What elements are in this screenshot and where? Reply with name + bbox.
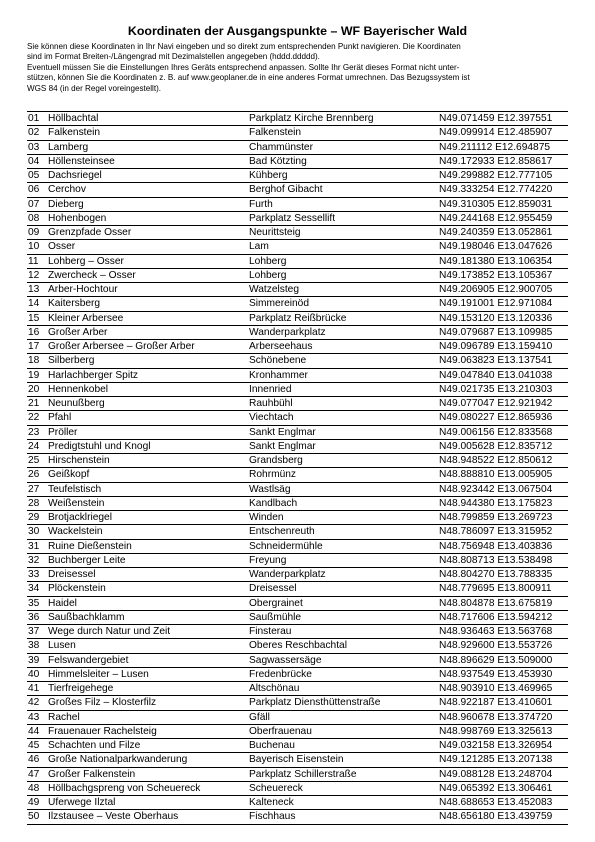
- table-row: [27, 425, 568, 439]
- route-name: Dreisessel: [48, 569, 96, 580]
- row-number: 10: [28, 241, 40, 253]
- coordinates: N49.191001 E12.971084: [439, 298, 553, 310]
- coordinates: N48.808713 E13.538498: [439, 554, 553, 566]
- route-name: Frauenauer Rachelsteig: [48, 725, 157, 737]
- route-name: Lamberg: [48, 141, 89, 153]
- start-point: Bad Kötzting: [249, 155, 307, 167]
- row-number: 24: [28, 440, 40, 452]
- row-number: 41: [28, 683, 40, 694]
- table-row: [27, 681, 568, 695]
- intro-line: stützen, können Sie die Koordinaten z. B. auf www.geoplaner.de in eine anderes Format umrechnen. Das Bezugssystem ist: [27, 73, 470, 83]
- coordinates: N48.786097 E13.315952: [439, 526, 553, 538]
- table-row: [27, 809, 568, 823]
- coordinates: N49.080227 E12.865936: [439, 412, 553, 424]
- table-row: [27, 567, 568, 581]
- row-number: 34: [28, 583, 40, 595]
- start-point: Winden: [249, 512, 284, 523]
- route-name: Höllbachtal: [48, 113, 99, 124]
- coordinates: N49.032158 E13.326954: [439, 740, 553, 751]
- start-point: Arberseehaus: [249, 341, 313, 352]
- start-point: Freyung: [249, 554, 287, 566]
- table-row: [27, 382, 568, 396]
- coordinates: N49.063823 E13.137541: [439, 355, 553, 367]
- row-number: 49: [28, 797, 40, 808]
- route-name: Kleiner Arbersee: [48, 312, 124, 324]
- start-point: Sankt Englmar: [249, 426, 316, 438]
- table-row: [27, 553, 568, 567]
- row-number: 11: [28, 255, 39, 267]
- start-point: Lohberg: [249, 255, 287, 267]
- start-point: Oberes Reschbachtal: [249, 640, 347, 652]
- route-name: Große Nationalparkwanderung: [48, 754, 188, 766]
- row-number: 05: [28, 170, 40, 181]
- table-row: [27, 311, 568, 325]
- coordinates: N49.206905 E12.900705: [439, 284, 553, 295]
- route-name: Saußbachklamm: [48, 611, 125, 623]
- coordinates: N49.099914 E12.485907: [439, 127, 553, 139]
- table-row: [27, 467, 568, 481]
- table-row: [27, 767, 568, 781]
- intro-line: WGS 84 (in der Regel voreingestellt).: [27, 83, 162, 93]
- start-point: Sagwassersäge: [249, 654, 322, 666]
- table-row: [27, 581, 568, 595]
- row-number: 21: [28, 398, 40, 409]
- start-point: Finsterau: [249, 626, 292, 637]
- route-name: Hennenkobel: [48, 383, 109, 395]
- route-name: Hohenbogen: [48, 212, 107, 224]
- start-point: Furth: [249, 198, 273, 210]
- row-number: 27: [28, 483, 40, 495]
- route-name: Höllensteinsee: [48, 155, 115, 167]
- route-name: Pfahl: [48, 412, 72, 424]
- table-row: [27, 368, 568, 382]
- route-name: Lusen: [48, 640, 76, 652]
- row-number: 38: [28, 640, 40, 652]
- coordinates: N48.923442 E13.067504: [439, 483, 553, 495]
- route-name: Tierfreigehege: [48, 683, 114, 694]
- start-point: Rauhbühl: [249, 398, 293, 409]
- row-number: 42: [28, 697, 40, 709]
- coordinates: N49.047840 E13.041038: [439, 369, 553, 381]
- row-number: 15: [28, 312, 40, 324]
- row-number: 06: [28, 184, 40, 196]
- coordinates: N49.240359 E13.052861: [439, 227, 553, 238]
- coordinates: N49.077047 E12.921942: [439, 398, 553, 409]
- coordinates: N48.888810 E13.005905: [439, 469, 553, 481]
- coordinates: N48.896629 E13.509000: [439, 654, 553, 666]
- row-number: 40: [28, 668, 40, 680]
- route-name: Großer Arbersee – Großer Arber: [48, 341, 195, 352]
- route-name: Wackelstein: [48, 526, 103, 538]
- coordinates-table: [27, 111, 568, 825]
- route-name: Lohberg – Osser: [48, 255, 124, 267]
- coordinates: N48.929600 E13.553726: [439, 640, 553, 652]
- start-point: Bayerisch Eisenstein: [249, 754, 344, 766]
- start-point: Watzelsteg: [249, 284, 300, 295]
- coordinates: N48.944380 E13.175823: [439, 497, 553, 509]
- start-point: Scheuereck: [249, 782, 303, 794]
- coordinates: N48.936463 E13.563768: [439, 626, 553, 637]
- route-name: Höllbachgspreng von Scheuereck: [48, 782, 201, 794]
- route-name: Brotjacklriegel: [48, 512, 112, 523]
- table-row: [27, 154, 568, 168]
- route-name: Ilzstausee – Veste Oberhaus: [48, 811, 179, 823]
- table-row: [27, 752, 568, 766]
- table-row: [27, 781, 568, 795]
- row-number: 33: [28, 569, 40, 580]
- row-number: 29: [28, 512, 40, 523]
- table-row: [27, 439, 568, 453]
- row-number: 39: [28, 654, 40, 666]
- coordinates: N49.244168 E12.955459: [439, 212, 553, 224]
- start-point: Dreisessel: [249, 583, 297, 595]
- row-number: 36: [28, 611, 40, 623]
- route-name: Dieberg: [48, 198, 84, 210]
- coordinates: N48.799859 E13.269723: [439, 512, 553, 523]
- row-number: 47: [28, 768, 40, 780]
- coordinates: N49.005628 E12.835712: [439, 440, 553, 452]
- route-name: Dachsriegel: [48, 170, 102, 181]
- table-row: [27, 111, 568, 125]
- table-row: [27, 197, 568, 211]
- coordinates: N49.079687 E13.109985: [439, 326, 553, 338]
- row-number: 18: [28, 355, 40, 367]
- start-point: Oberfrauenau: [249, 725, 312, 737]
- intro-line: Eventuell müssen Sie die Einstellungen Ihres Geräts entsprechend anpassen. Sollte Ihr Gerät dieses Format nicht unter-: [27, 62, 460, 72]
- table-row: [27, 410, 568, 424]
- table-row: [27, 795, 568, 809]
- row-number: 31: [28, 540, 40, 552]
- coordinates: N49.181380 E13.106354: [439, 255, 553, 267]
- route-name: Großes Filz – Klosterfilz: [48, 697, 157, 709]
- row-number: 07: [28, 198, 40, 210]
- row-number: 25: [28, 455, 40, 466]
- row-number: 48: [28, 782, 40, 794]
- start-point: Falkenstein: [249, 127, 302, 139]
- table-row: [27, 296, 568, 310]
- row-number: 01: [28, 113, 40, 124]
- route-name: Neunußberg: [48, 398, 105, 409]
- start-point: Fredenbrücke: [249, 668, 312, 680]
- route-name: Schachten und Filze: [48, 740, 141, 751]
- route-name: Weißenstein: [48, 497, 105, 509]
- table-row: [27, 510, 568, 524]
- start-point: Viechtach: [249, 412, 294, 424]
- route-name: Teufelstisch: [48, 483, 102, 495]
- route-name: Himmelsleiter – Lusen: [48, 668, 149, 680]
- row-number: 19: [28, 369, 40, 381]
- table-row: [27, 524, 568, 538]
- row-number: 04: [28, 155, 40, 167]
- start-point: Saußmühle: [249, 611, 302, 623]
- route-name: Kaitersberg: [48, 298, 101, 310]
- start-point: Rohrmünz: [249, 469, 296, 481]
- start-point: Kronhammer: [249, 369, 308, 381]
- page-title: Koordinaten der Ausgangspunkte – WF Bayerischer Wald: [127, 24, 468, 38]
- row-number: 03: [28, 141, 40, 153]
- row-number: 16: [28, 326, 40, 338]
- table-row: [27, 610, 568, 624]
- start-point: Simmereinöd: [249, 298, 310, 310]
- coordinates: N48.937549 E13.453930: [439, 668, 553, 680]
- coordinates: N48.948522 E12.850612: [439, 455, 553, 466]
- row-number: 28: [28, 497, 40, 509]
- table-row: [27, 268, 568, 282]
- start-point: Kühberg: [249, 170, 288, 181]
- intro-line: Sie können diese Koordinaten in Ihr Navi eingeben und so direkt zum entsprechenden Punkt navigieren. Die Koordinaten: [27, 42, 461, 51]
- table-row: [27, 596, 568, 610]
- route-name: Geißkopf: [48, 469, 90, 481]
- coordinates: N49.088128 E13.248704: [439, 768, 553, 780]
- start-point: Parkplatz Diensthüttenstraße: [249, 697, 381, 709]
- route-name: Rachel: [48, 711, 80, 723]
- route-name: Cerchov: [48, 184, 86, 196]
- row-number: 20: [28, 383, 40, 395]
- start-point: Parkplatz Schillerstraße: [249, 768, 357, 780]
- intro-line: sind im Format Breiten-/Längengrad mit Dezimalstellen angegeben (hddd.ddddd).: [27, 52, 320, 62]
- coordinates: N49.172933 E12.858617: [439, 155, 553, 167]
- start-point: Obergrainet: [249, 597, 303, 609]
- start-point: Fischhaus: [249, 811, 296, 823]
- row-number: 46: [28, 754, 40, 766]
- coordinates: N49.173852 E13.105367: [439, 269, 553, 281]
- start-point: Lohberg: [249, 269, 287, 281]
- table-row: [27, 396, 568, 410]
- row-number: 02: [28, 127, 40, 139]
- table-row: [27, 339, 568, 353]
- row-number: 08: [28, 212, 40, 224]
- coordinates: N49.021735 E13.210303: [439, 383, 553, 395]
- coordinates: N48.960678 E13.374720: [439, 711, 553, 723]
- coordinates: N49.310305 E12.859031: [439, 198, 553, 210]
- table-row: [27, 738, 568, 752]
- table-row: [27, 453, 568, 467]
- coordinates: N49.096789 E13.159410: [439, 341, 553, 352]
- table-row: [27, 140, 568, 154]
- row-number: 23: [28, 426, 40, 438]
- start-point: Neurittsteig: [249, 227, 301, 238]
- start-point: Buchenau: [249, 740, 295, 751]
- row-number: 12: [28, 269, 40, 281]
- row-number: 50: [28, 811, 40, 823]
- start-point: Sankt Englmar: [249, 440, 316, 452]
- row-number: 14: [28, 298, 40, 310]
- route-name: Silberberg: [48, 355, 95, 367]
- start-point: Kalteneck: [249, 797, 294, 808]
- route-name: Hirschenstein: [48, 455, 110, 466]
- start-point: Berghof Gibacht: [249, 184, 323, 196]
- route-name: Uferwege Ilztal: [48, 797, 116, 808]
- table-row: [27, 695, 568, 709]
- start-point: Wanderparkplatz: [249, 569, 326, 580]
- row-number: 26: [28, 469, 40, 481]
- coordinates: N48.998769 E13.325613: [439, 725, 553, 737]
- coordinates: N48.717606 E13.594212: [439, 611, 553, 623]
- row-number: 13: [28, 284, 40, 295]
- table-row: [27, 539, 568, 553]
- coordinates: N49.333254 E12.774220: [439, 184, 553, 196]
- table-row: [27, 353, 568, 367]
- coordinates: N48.756948 E13.403836: [439, 540, 553, 552]
- start-point: Schönebene: [249, 355, 307, 367]
- row-number: 09: [28, 227, 40, 238]
- start-point: Wastlsäg: [249, 483, 291, 495]
- table-row: [27, 211, 568, 225]
- start-point: Grandsberg: [249, 455, 303, 466]
- row-number: 37: [28, 626, 40, 637]
- route-name: Falkenstein: [48, 127, 101, 139]
- table-row: [27, 225, 568, 239]
- intro-text: [27, 42, 572, 94]
- table-row: [27, 724, 568, 738]
- coordinates: N49.299882 E12.777105: [439, 170, 553, 181]
- coordinates: N49.065392 E13.306461: [439, 782, 553, 794]
- route-name: Großer Falkenstein: [48, 768, 136, 780]
- table-row: [27, 624, 568, 638]
- coordinates: N48.779695 E13.800911: [439, 583, 552, 595]
- start-point: Lam: [249, 241, 269, 253]
- route-name: Plöckenstein: [48, 583, 106, 595]
- route-name: Haidel: [48, 597, 77, 609]
- route-name: Wege durch Natur und Zeit: [48, 626, 171, 637]
- coordinates: N49.071459 E12.397551: [439, 113, 553, 124]
- coordinates: N49.198046 E13.047626: [439, 241, 553, 253]
- table-row: [27, 282, 568, 296]
- row-number: 45: [28, 740, 40, 751]
- start-point: Gfäll: [249, 711, 270, 723]
- route-name: Pröller: [48, 426, 78, 438]
- coordinates: N48.903910 E13.469965: [439, 683, 553, 694]
- start-point: Altschönau: [249, 683, 300, 694]
- route-name: Predigtstuhl und Knogl: [48, 440, 151, 452]
- start-point: Kandlbach: [249, 497, 298, 509]
- route-name: Harlachberger Spitz: [48, 369, 139, 381]
- table-row: [27, 125, 568, 139]
- start-point: Parkplatz Reißbrücke: [249, 312, 347, 324]
- start-point: Parkplatz Sessellift: [249, 212, 336, 224]
- start-point: Innenried: [249, 383, 292, 395]
- table-row: [27, 638, 568, 652]
- table-row: [27, 254, 568, 268]
- route-name: Buchberger Leite: [48, 554, 126, 566]
- route-name: Grenzpfade Osser: [48, 227, 132, 238]
- coordinates: N49.006156 E12.833568: [439, 426, 553, 438]
- start-point: Schneidermühle: [249, 540, 323, 552]
- route-name: Felswandergebiet: [48, 654, 129, 666]
- table-row: [27, 667, 568, 681]
- coordinates: N49.121285 E13.207138: [439, 754, 553, 766]
- coordinates: N48.922187 E13.410601: [439, 697, 553, 709]
- row-number: 22: [28, 412, 40, 424]
- coordinates: N49.211112 E12.694875: [439, 141, 551, 153]
- route-name: Osser: [48, 241, 76, 253]
- table-row: [27, 482, 568, 496]
- coordinates: N48.688653 E13.452083: [439, 797, 553, 808]
- route-name: Ruine Dießenstein: [48, 540, 132, 552]
- table-row: [27, 168, 568, 182]
- coordinates: N48.656180 E13.439759: [439, 811, 553, 823]
- table-row: [27, 325, 568, 339]
- table-row: [27, 710, 568, 724]
- start-point: Entschenreuth: [249, 526, 315, 538]
- row-number: 32: [28, 554, 40, 566]
- row-number: 17: [28, 341, 40, 352]
- table-row: [27, 182, 568, 196]
- coordinates: N48.804270 E13.788335: [439, 569, 553, 580]
- row-number: 43: [28, 711, 40, 723]
- table-row: [27, 239, 568, 253]
- route-name: Zwercheck – Osser: [48, 269, 136, 281]
- table-row: [27, 496, 568, 510]
- row-number: 35: [28, 597, 40, 609]
- start-point: Chammünster: [249, 141, 313, 153]
- coordinates: N49.153120 E13.120336: [439, 312, 553, 324]
- start-point: Wanderparkplatz: [249, 326, 326, 338]
- route-name: Arber-Hochtour: [48, 284, 118, 295]
- start-point: Parkplatz Kirche Brennberg: [249, 113, 374, 124]
- row-number: 30: [28, 526, 40, 538]
- table-row: [27, 653, 568, 667]
- route-name: Großer Arber: [48, 326, 108, 338]
- row-number: 44: [28, 725, 40, 737]
- coordinates: N48.804878 E13.675819: [439, 597, 553, 609]
